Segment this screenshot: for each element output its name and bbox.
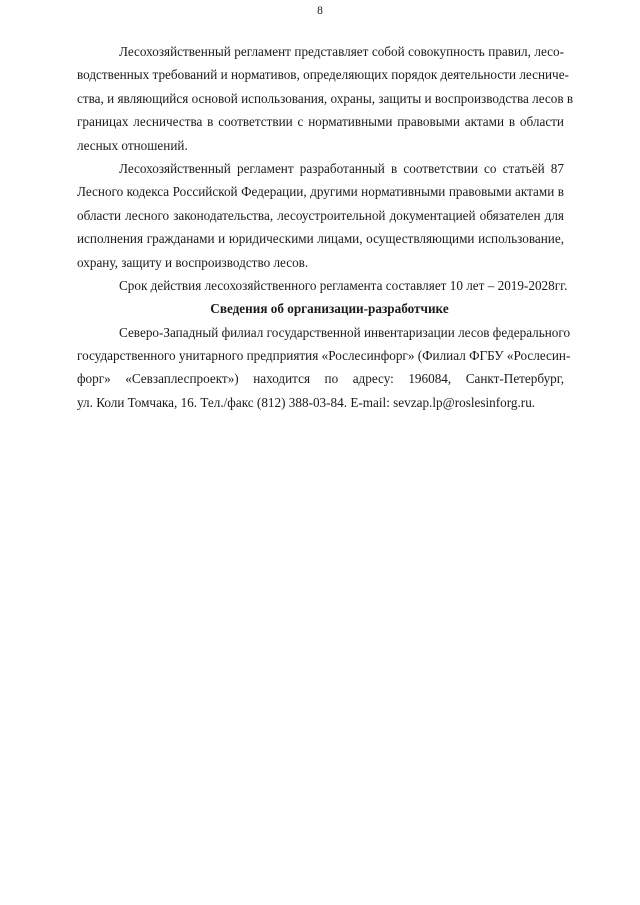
text-line: Лесохозяйственный регламент разработанный в соответствии со статьёй 87 bbox=[119, 160, 564, 176]
paragraph-regulation-basis bbox=[77, 157, 564, 274]
text-line: охрану, защиту и воспроизводство лесов. bbox=[77, 254, 309, 270]
document-body bbox=[77, 40, 574, 414]
paragraph-developer-info bbox=[77, 321, 571, 415]
text-line: Северо-Западный филиал государственной инвентаризации лесов федерального bbox=[119, 324, 571, 340]
paragraph-validity-period bbox=[77, 274, 568, 297]
text-line: Лесного кодекса Российской Федерации, другими нормативными правовыми актами в bbox=[77, 184, 564, 200]
text-line: исполнения гражданами и юридическими лицами, осуществляющими использование, bbox=[77, 231, 564, 247]
paragraph-regulation-definition bbox=[77, 40, 574, 157]
page-number: 8 bbox=[317, 5, 323, 17]
text-line: водственных требований и нормативов, определяющих порядок деятельности лесниче- bbox=[77, 67, 569, 83]
text-line: лесных отношений. bbox=[77, 137, 188, 153]
text-line: ства, и являющийся основой использования, охраны, защиты и воспроизводства лесов в bbox=[77, 90, 574, 106]
section-heading: Сведения об организации-разработчике bbox=[210, 301, 449, 317]
text-line: Лесохозяйственный регламент представляет собой совокупность правил, лесо- bbox=[119, 44, 564, 59]
text-line: ул. Коли Томчака, 16. Тел./факс (812) 388-03-84. E-mail: sevzap.lp@roslesinforg.ru. bbox=[77, 394, 536, 410]
text-line: границах лесничества в соответствии с нормативными правовыми актами в области bbox=[77, 114, 564, 130]
text-line: форг» «Севзаплеспроект») находится по адресу: 196084, Санкт-Петербург, bbox=[77, 371, 564, 387]
text-line: области лесного законодательства, лесоустроительной документацией обязателен для bbox=[77, 207, 564, 223]
text-line: Срок действия лесохозяйственного регламента составляет 10 лет – 2019-2028гг. bbox=[119, 277, 568, 293]
text-line: государственного унитарного предприятия «Рослесинфорг» (Филиал ФГБУ «Рослесин- bbox=[77, 348, 571, 364]
